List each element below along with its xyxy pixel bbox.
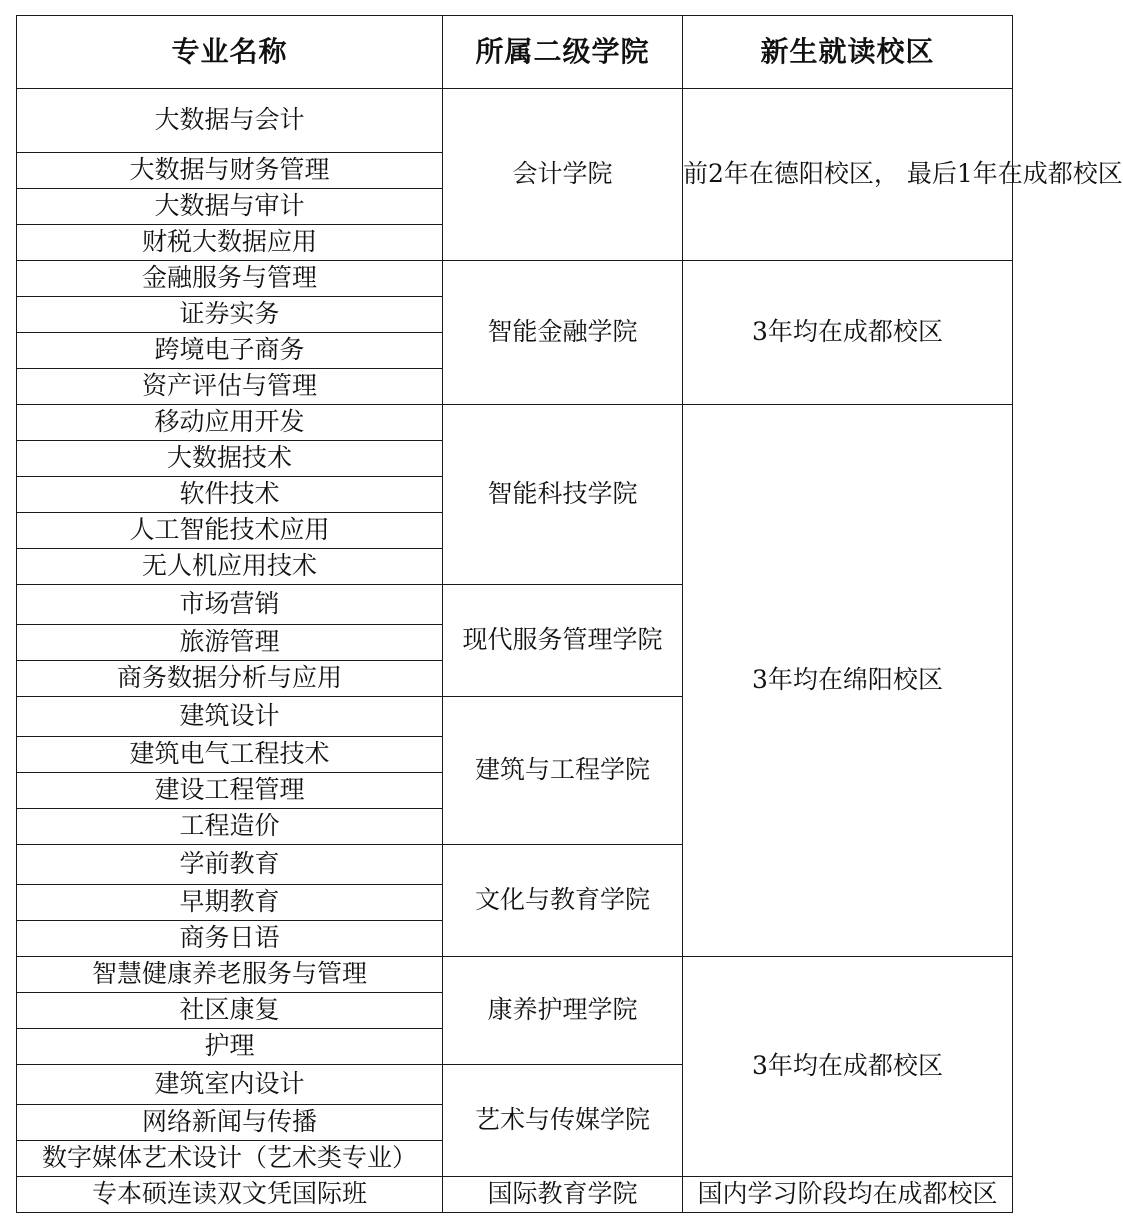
table-row bbox=[17, 957, 1013, 993]
major-cell: 金融服务与管理 bbox=[17, 261, 443, 297]
major-cell: 大数据技术 bbox=[17, 441, 443, 477]
major-cell: 数字媒体艺术设计（艺术类专业） bbox=[17, 1141, 443, 1177]
college-cell: 建筑与工程学院 bbox=[443, 697, 683, 845]
major-cell: 财税大数据应用 bbox=[17, 225, 443, 261]
major-cell: 跨境电子商务 bbox=[17, 333, 443, 369]
college-cell: 智能金融学院 bbox=[443, 261, 683, 405]
major-cell: 资产评估与管理 bbox=[17, 369, 443, 405]
campus-cell: 3年均在成都校区 bbox=[683, 261, 1013, 405]
table-row bbox=[17, 1177, 1013, 1213]
campus-cell: 3年均在成都校区 bbox=[683, 957, 1013, 1177]
majors-table bbox=[16, 15, 1123, 1213]
college-cell: 智能科技学院 bbox=[443, 405, 683, 585]
major-cell: 建筑电气工程技术 bbox=[17, 737, 443, 773]
college-cell: 康养护理学院 bbox=[443, 957, 683, 1065]
major-cell: 护理 bbox=[17, 1029, 443, 1065]
major-cell: 市场营销 bbox=[17, 585, 443, 625]
header-campus: 新生就读校区 bbox=[683, 16, 1013, 89]
header-college: 所属二级学院 bbox=[443, 16, 683, 89]
major-cell: 智慧健康养老服务与管理 bbox=[17, 957, 443, 993]
college-cell: 现代服务管理学院 bbox=[443, 585, 683, 697]
major-cell: 社区康复 bbox=[17, 993, 443, 1029]
table-row bbox=[17, 261, 1013, 297]
table-row bbox=[17, 89, 1013, 153]
major-cell: 证券实务 bbox=[17, 297, 443, 333]
college-cell: 艺术与传媒学院 bbox=[443, 1065, 683, 1177]
major-cell: 专本硕连读双文凭国际班 bbox=[17, 1177, 443, 1213]
major-cell: 旅游管理 bbox=[17, 625, 443, 661]
major-cell: 建筑室内设计 bbox=[17, 1065, 443, 1105]
major-cell: 网络新闻与传播 bbox=[17, 1105, 443, 1141]
major-cell: 学前教育 bbox=[17, 845, 443, 885]
header-row bbox=[17, 16, 1013, 89]
major-cell: 软件技术 bbox=[17, 477, 443, 513]
major-cell: 大数据与财务管理 bbox=[17, 153, 443, 189]
major-cell: 早期教育 bbox=[17, 885, 443, 921]
table-row bbox=[17, 405, 1013, 441]
major-cell: 建设工程管理 bbox=[17, 773, 443, 809]
college-cell: 国际教育学院 bbox=[443, 1177, 683, 1213]
major-cell: 移动应用开发 bbox=[17, 405, 443, 441]
header-major: 专业名称 bbox=[17, 16, 443, 89]
college-cell: 文化与教育学院 bbox=[443, 845, 683, 957]
major-cell: 商务数据分析与应用 bbox=[17, 661, 443, 697]
major-cell: 大数据与会计 bbox=[17, 89, 443, 153]
major-cell: 大数据与审计 bbox=[17, 189, 443, 225]
major-cell: 建筑设计 bbox=[17, 697, 443, 737]
major-cell: 无人机应用技术 bbox=[17, 549, 443, 585]
majors-table-container bbox=[16, 15, 1123, 1212]
major-cell: 人工智能技术应用 bbox=[17, 513, 443, 549]
college-cell: 会计学院 bbox=[443, 89, 683, 261]
campus-cell: 前2年在德阳校区， 最后1年在成都校区 bbox=[683, 89, 1013, 261]
major-cell: 工程造价 bbox=[17, 809, 443, 845]
campus-cell: 国内学习阶段均在成都校区 bbox=[683, 1177, 1013, 1213]
campus-cell: 3年均在绵阳校区 bbox=[683, 405, 1013, 957]
major-cell: 商务日语 bbox=[17, 921, 443, 957]
